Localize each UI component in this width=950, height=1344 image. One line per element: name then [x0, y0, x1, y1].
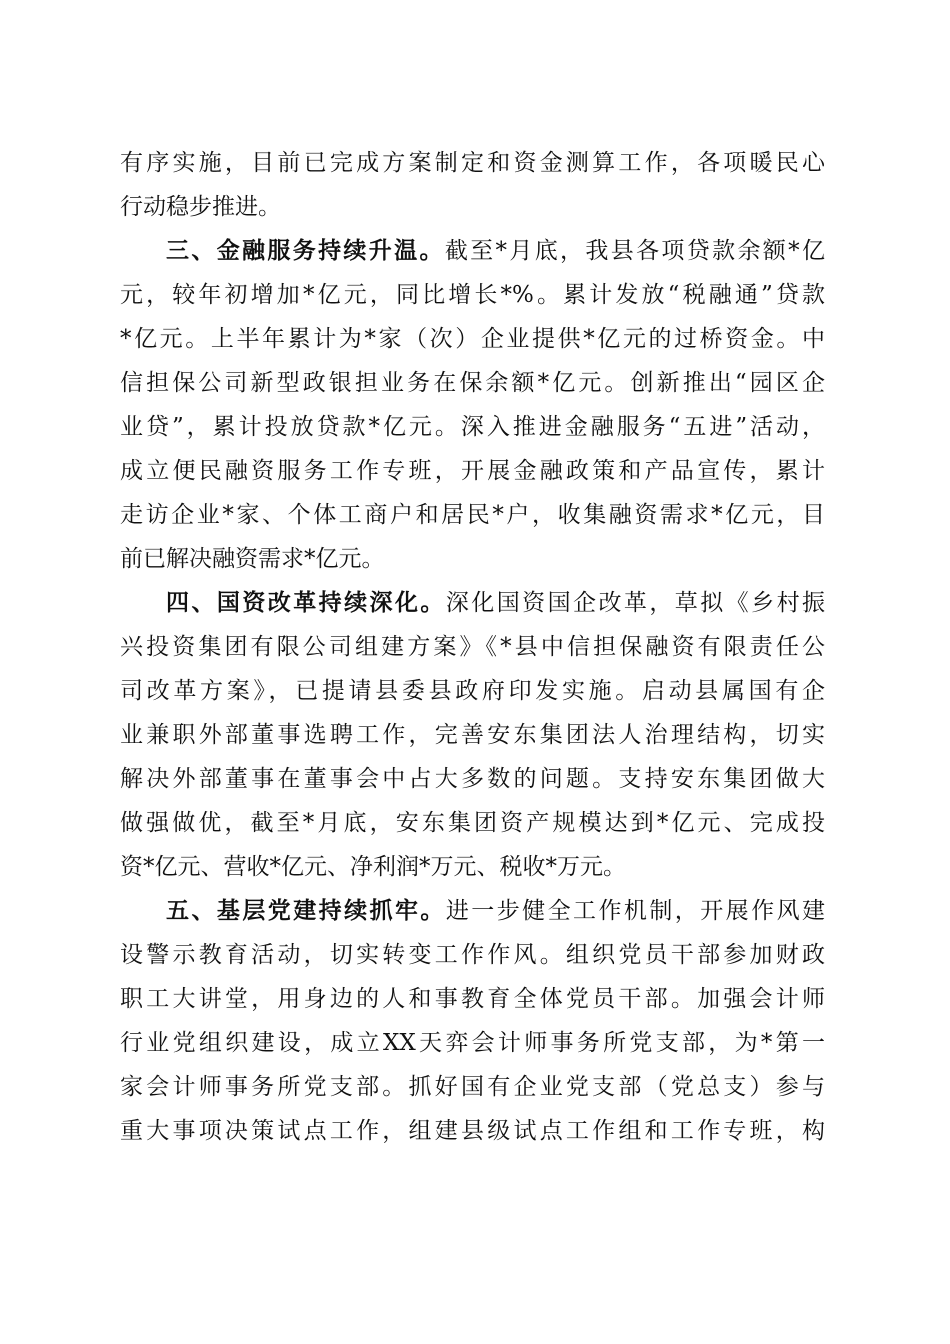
paragraph-4-first-line-text: 进一步健全工作机制，开展作风建: [445, 898, 826, 924]
paragraph-4-line-5: 家会计师事务所党支部。抓好国有企业党支部（党总支）参与: [120, 1074, 825, 1100]
paragraph-3-line-6: 做强做优，截至*月底，安东集团资产规模达到*亿元、完成投: [120, 810, 825, 836]
section-heading-party-building: 五、基层党建持续抓牢。: [166, 898, 446, 924]
paragraph-2-line-6: 成立便民融资服务工作专班，开展金融政策和产品宣传，累计: [120, 458, 825, 484]
paragraph-2-line-8: 前已解决融资需求*亿元。: [120, 546, 385, 572]
paragraph-3-line-1: [166, 581, 825, 625]
paragraph-2-line-2: 元，较年初增加*亿元，同比增长*%。累计发放“税融通”贷款: [120, 282, 825, 308]
paragraph-2-line-3: *亿元。上半年累计为*家（次）企业提供*亿元的过桥资金。中: [120, 326, 825, 352]
section-heading-finance: 三、金融服务持续升温。: [166, 238, 445, 264]
section-heading-state-assets: 四、国资改革持续深化。: [166, 590, 446, 616]
paragraph-4-line-6: 重大事项决策试点工作，组建县级试点工作组和工作专班，构: [120, 1118, 825, 1144]
paragraph-2-line-7: 走访企业*家、个体工商户和居民*户，收集融资需求*亿元，目: [120, 502, 825, 528]
paragraph-2-line-5: 业贷”，累计投放贷款*亿元。深入推进金融服务“五进”活动，: [120, 414, 825, 440]
paragraph-3-line-7: 资*亿元、营收*亿元、净利润*万元、税收*万元。: [120, 854, 626, 880]
paragraph-3-line-3: 司改革方案》，已提请县委县政府印发实施。启动县属国有企: [120, 678, 825, 704]
paragraph-4-line-1: [166, 889, 825, 933]
paragraph-3-line-2: 兴投资集团有限公司组建方案》《*县中信担保融资有限责任公: [120, 634, 825, 660]
paragraph-1-line-2: 行动稳步推进。: [120, 194, 281, 220]
paragraph-2-first-line-text: 截至*月底，我县各项贷款余额*亿: [444, 238, 826, 264]
paragraph-4-line-3: 职工大讲堂，用身边的人和事教育全体党员干部。加强会计师: [120, 986, 825, 1012]
paragraph-3-line-5: 解决外部董事在董事会中占大多数的问题。支持安东集团做大: [120, 766, 825, 792]
paragraph-3-line-4: 业兼职外部董事选聘工作，完善安东集团法人治理结构，切实: [120, 722, 825, 748]
paragraph-2-line-1: [166, 229, 825, 273]
paragraph-2-line-4: 信担保公司新型政银担业务在保余额*亿元。创新推出“园区企: [120, 370, 825, 396]
paragraph-1-line-1: 有序实施，目前已完成方案制定和资金测算工作，各项暖民心: [120, 150, 825, 176]
paragraph-4-line-4: 行业党组织建设，成立XX天弈会计师事务所党支部，为*第一: [120, 1030, 825, 1056]
paragraph-3-first-line-text: 深化国资国企改革，草拟《乡村振: [445, 590, 826, 616]
paragraph-4-line-2: 设警示教育活动，切实转变工作作风。组织党员干部参加财政: [120, 942, 825, 968]
